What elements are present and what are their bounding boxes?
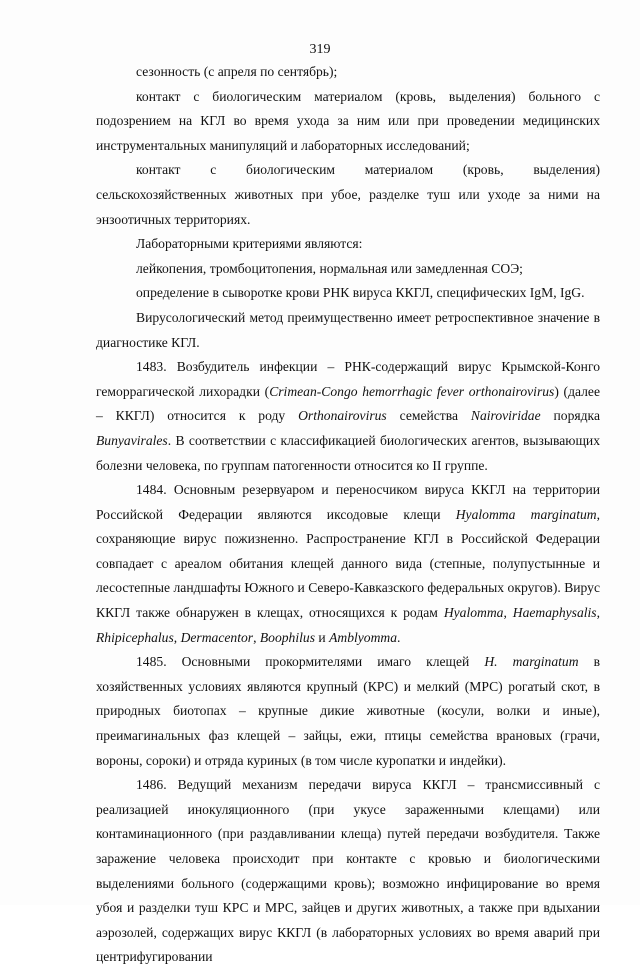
text-run: сезонность (с апреля по сентябрь); <box>136 64 338 79</box>
text-run: , сохраняющие вирус пожизненно. Распространение КГЛ в Российской Федерации совпадает с ареалом обитания клещей данного вида (степные, полупустынные и лесостепные ландшафты Южного и Северо-Кавказского федеральных округов). Вирус ККГЛ также обнаружен в клещах, относящихся к родам <box>96 506 600 621</box>
page-number: 319 <box>309 42 331 57</box>
paragraph-seasonality <box>96 60 600 85</box>
text-run: лейкопения, тромбоцитопения, нормальная или замедленная СОЭ; <box>136 260 523 276</box>
text-run: Лабораторными критериями являются: <box>136 236 363 252</box>
text-run: . <box>397 629 401 645</box>
italic-term: Nairoviridae <box>470 408 541 424</box>
italic-term: Boophilus <box>259 629 315 645</box>
italic-term: Amblyomma <box>329 629 398 645</box>
paragraph-1483 <box>96 355 600 478</box>
paragraph-1485 <box>96 650 600 773</box>
text-run: 1483. Возбудитель инфекции – РНК-содержащий вирус Крымской-Конго геморрагической лихорадки ( <box>96 359 600 399</box>
text-run: и <box>315 629 330 645</box>
italic-term: Haemaphysalis <box>512 605 597 621</box>
text-run: 1485. Основными прокормителями имаго клещей <box>136 654 485 670</box>
text-run: определение в сыворотке крови РНК вируса ККГЛ, специфических IgM, IgG. <box>136 285 585 301</box>
italic-term: Crimean-Congo hemorrhagic fever orthonairovirus <box>269 383 555 399</box>
italic-term: Dermacentor <box>180 629 254 645</box>
text-run: семейства <box>386 408 471 424</box>
text-run: , <box>173 629 181 645</box>
text-run: , <box>253 629 260 645</box>
italic-term: Bunyavirales <box>96 432 168 448</box>
text-run: контакт с биологическим материалом (кровь, выделения) сельскохозяйственных животных при убое, разделке туш или уходе за ними на энзоотичных территориях. <box>96 162 600 227</box>
text-run: . В соответствии с классификацией биологических агентов, вызывающих болезни человека, по группам патогенности относится ко II группе. <box>96 432 600 473</box>
text-run: ) (далее – ККГЛ) относится к роду <box>96 383 600 424</box>
text-run: 1484. Основным резервуаром и переносчиком вируса ККГЛ на территории Российской Федерации являются иксодовые клещи <box>96 482 600 522</box>
italic-term: H. marginatum <box>484 654 579 670</box>
italic-term: Hyalomma marginatum <box>455 506 597 522</box>
italic-term: Orthonairovirus <box>298 408 387 424</box>
paragraph-contact-patient <box>96 85 600 159</box>
italic-term: Hyalomma <box>443 605 504 621</box>
text-run: , <box>503 605 513 621</box>
text-run: контакт с биологическим материалом (кровь, выделения) больного с подозрением на КГЛ во время ухода за ним или при проведении медицинских инструментальных манипуляций и лабораторных исследований; <box>96 88 600 153</box>
paragraph-1484 <box>96 478 600 650</box>
paragraph-lab-criteria <box>96 232 600 257</box>
paragraph-virological-method <box>96 306 600 355</box>
paragraph-1486 <box>96 773 600 970</box>
text-run: в хозяйственных условиях являются крупный (КРС) и мелкий (МРС) рогатый скот, в природных биотопах – крупные дикие животные (косули, волки и иные), преимагинальных фаз клещей – зайцы, ежи, птицы семейства врановых (грачи, вороны, сороки) и отряда куриных (в том числе куропатки и индейки). <box>96 654 600 768</box>
text-run: порядка <box>540 408 600 424</box>
paragraph-leukopenia <box>96 257 600 282</box>
text-run: 1486. Ведущий механизм передачи вируса ККГЛ – трансмиссивный с реализацией инокуляционного (при укусе зараженными клещами) или контаминационного (при раздавливании клеща) путей передачи возбудителя. Также заражение человека происходит при контакте с кровью и биологическими выделениями больного (содержащими кровь); возможно инфицирование во время убоя и разделки туш КРС и МРС, зайцев и других животных, а также при вдыхании аэрозолей, содержащих вирус ККГЛ (в лабораторных условиях во время аварий при центрифугировании <box>96 777 600 965</box>
paragraph-contact-animals <box>96 158 600 232</box>
body-text <box>96 60 600 970</box>
text-run: Вирусологический метод преимущественно имеет ретроспективное значение в диагностике КГЛ. <box>96 309 600 350</box>
italic-term: Rhipicephalus <box>96 629 174 645</box>
text-run: , <box>596 605 601 621</box>
paragraph-rna-detection <box>96 281 600 306</box>
